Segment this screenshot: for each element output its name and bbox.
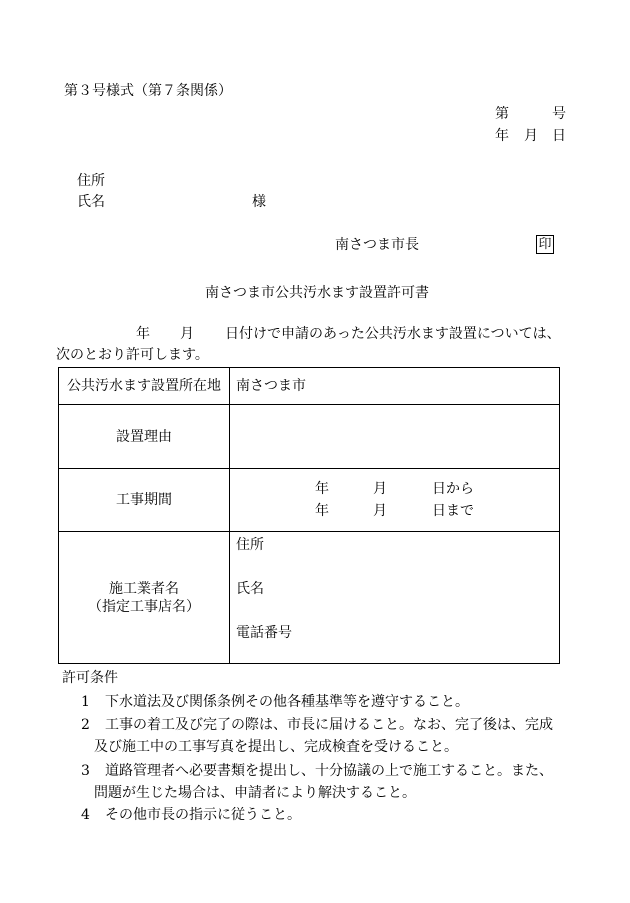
doc-number-suffix: 号 [552,106,566,122]
contractor-label-line2: （指定工事店名） [88,598,200,615]
issuer-title: 南さつま市長 [335,237,419,253]
period-to-day: 日まで [432,503,474,519]
location-value: 南さつま市 [230,368,560,405]
period-to-year: 年 [315,503,329,519]
contractor-phone-label: 電話番号 [236,625,292,641]
date-day: 日 [552,128,566,144]
period-to-month: 月 [373,503,387,519]
reason-label: 設置理由 [59,405,230,469]
reason-value [230,405,560,469]
contractor-label [59,532,230,664]
location-label: 公共汚水ます設置所在地 [59,368,230,405]
period-label: 工事期間 [59,469,230,532]
contractor-name-label: 氏名 [236,581,264,597]
conditions-heading: 許可条件 [62,670,118,686]
condition-3-text-line2: 問題が生じた場合は、申請者により解決すること。 [94,785,416,801]
permit-table [58,367,560,664]
doc-number-prefix: 第 [495,106,509,122]
seal-stamp: 印 [536,235,554,254]
body-year: 年 [136,326,150,342]
period-value [230,469,560,532]
addressee-address-label: 住所 [77,173,105,189]
period-to [230,500,559,522]
table-row [59,405,560,469]
form-number: 第３号様式（第７条関係） [64,83,232,99]
period-from-month: 月 [373,481,387,497]
body-month: 月 [180,326,194,342]
table-row [59,469,560,532]
date-month: 月 [524,128,538,144]
period-from-day: 日から [432,481,474,497]
addressee-honorific: 様 [252,194,266,210]
condition-2-text-line1: 工事の着工及び完了の際は、市長に届けること。なお、完了後は、完成 [105,717,553,733]
body-line1: 日付けで申請のあった公共汚水ます設置については、 [225,326,561,342]
condition-1-number: 1 [81,694,90,710]
date-year: 年 [495,128,509,144]
table-row [59,532,560,664]
document-title: 南さつま市公共汚水ます設置許可書 [205,285,429,301]
table-row [59,368,560,405]
condition-4-text: その他市長の指示に従うこと。 [105,807,301,823]
condition-3-number: 3 [81,763,90,779]
condition-2-number: 2 [81,717,90,733]
contractor-label-line1: 施工業者名 [109,580,179,597]
condition-4-number: 4 [81,807,90,823]
body-line2: 次のとおり許可します。 [56,347,209,363]
contractor-value [230,532,560,664]
condition-1-text: 下水道法及び関係条例その他各種基準等を遵守すること。 [105,694,469,710]
addressee-name-label: 氏名 [77,194,105,210]
period-from-year: 年 [315,481,329,497]
condition-2-text-line2: 及び施工中の工事写真を提出し、完成検査を受けること。 [94,739,458,755]
condition-3-text-line1: 道路管理者へ必要書類を提出し、十分協議の上で施工すること。また、 [105,763,553,779]
period-from [230,478,559,500]
contractor-address-label: 住所 [236,537,264,553]
